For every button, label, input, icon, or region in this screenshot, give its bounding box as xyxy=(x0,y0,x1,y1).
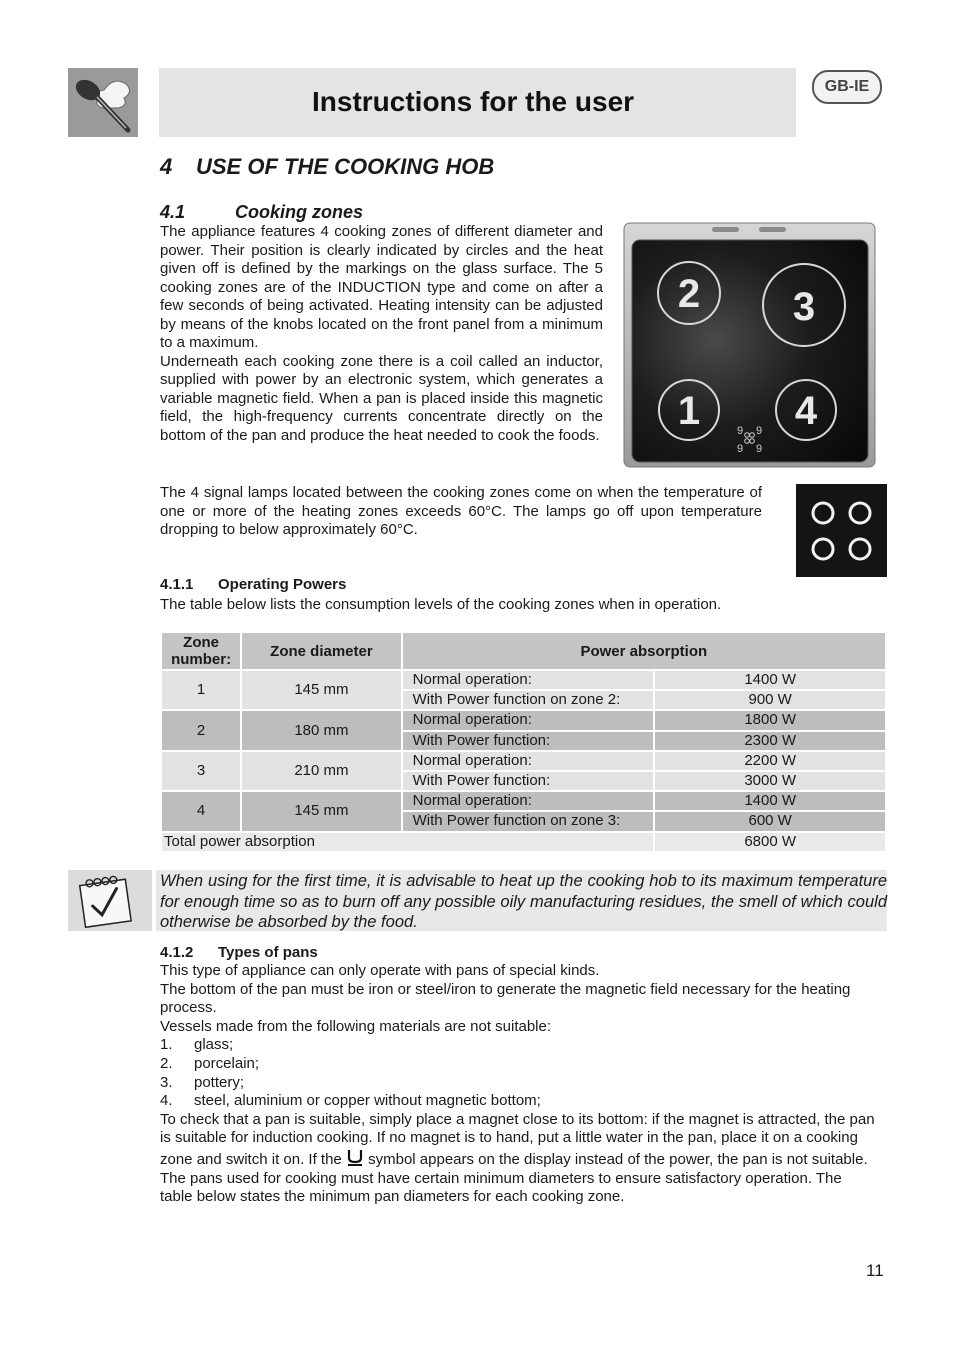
power-cell: 2300 W xyxy=(655,732,885,750)
section-number: 4 xyxy=(160,154,173,179)
list-item xyxy=(160,1055,876,1074)
intro-paragraph-1: The appliance features 4 cooking zones of different diameter and power. Their position is clearly indicated by circles and the heat given off is defined by the markings on the glass surface. The 5 cooking zones are of the INDUCTION type and come on after a few seconds of being activated. Heating intensity can be adjusted by means of the knobs located on the front panel from a minimum to a maximum. xyxy=(160,223,603,351)
power-cell: 600 W xyxy=(655,812,885,830)
notepad-check-icon xyxy=(68,870,152,931)
list-item xyxy=(160,1036,876,1055)
spoon-chef-hat-icon xyxy=(68,68,138,137)
unsuitable-pan-icon xyxy=(346,1148,364,1166)
power-cell: 2200 W xyxy=(655,752,885,770)
pans-paragraph-4b: symbol appears on the display instead of the power, the pan is not suitable. xyxy=(368,1150,868,1168)
table-row xyxy=(162,752,885,770)
section-title-text: USE OF THE COOKING HOB xyxy=(196,154,495,179)
header-zone: Zone number: xyxy=(162,633,240,669)
cooking-zones-intro xyxy=(160,223,603,445)
pans-paragraph-4 xyxy=(160,1111,876,1170)
pans-paragraph-4a: To check that a pan is suitable, simply place a magnet close to its bottom: if the magnet is attracted, the pan is suitable for induction cooking. If no magnet is to hand, put a little water in the pan, place it on a cooking zone and switch it on. If the xyxy=(160,1110,875,1168)
display-digit: 9 xyxy=(756,443,763,455)
subsection-title xyxy=(160,202,363,223)
list-number: 1. xyxy=(160,1036,173,1054)
mode-cell: Normal operation: xyxy=(403,671,654,689)
section-title xyxy=(160,154,494,180)
zone-label: 1 xyxy=(677,389,701,433)
mode-cell: With Power function on zone 2: xyxy=(403,691,654,709)
intro-paragraph-2: Underneath each cooking zone there is a coil called an inductor, supplied with power by an electronic system, which generates a variable magnetic field. When a pan is placed inside this magnetic field, the high-frequency currents concentrate directly on the bottom of the pan and produce the heat needed to cook the foods. xyxy=(160,352,603,444)
header-power: Power absorption xyxy=(403,633,885,669)
pans-paragraph-1: This type of appliance can only operate with pans of special kinds. xyxy=(160,962,600,979)
table-row xyxy=(162,671,885,689)
signal-lamps-paragraph: The 4 signal lamps located between the cooking zones come on when the temperature of one or more of the heating zones exceeds 60°C. The lamps go off upon temperature dropping to below approximately 60°C. xyxy=(160,484,762,538)
list-text: steel, aluminium or copper without magnetic bottom; xyxy=(194,1092,541,1110)
language-badge: GB-IE xyxy=(812,70,882,104)
zone-diameter-cell: 145 mm xyxy=(242,671,400,709)
header-diameter: Zone diameter xyxy=(242,633,400,669)
chef-logo xyxy=(68,68,138,137)
table-header-row xyxy=(162,633,885,669)
mode-cell: With Power function on zone 3: xyxy=(403,812,654,830)
power-cell: 3000 W xyxy=(655,772,885,790)
power-table xyxy=(160,631,887,853)
pans-paragraph-3: Vessels made from the following materials are not suitable: xyxy=(160,1017,552,1035)
note-text: When using for the first time, it is advisable to heat up the cooking hob to its maximum temperature for enough time so as to burn off any possible oily manufacturing residues, the smell of which could otherwise be absorbed by the food. xyxy=(160,872,887,931)
power-cell: 1400 W xyxy=(655,671,885,689)
types-of-pans-body xyxy=(160,962,876,1207)
zone-label: 4 xyxy=(794,389,818,433)
list-number: 4. xyxy=(160,1092,173,1110)
zone-number-cell: 3 xyxy=(162,752,240,790)
zone-number-cell: 2 xyxy=(162,711,240,749)
signal-lamps-text xyxy=(160,484,762,540)
zone-number-cell: 4 xyxy=(162,792,240,830)
list-number: 2. xyxy=(160,1054,173,1072)
operating-powers-heading xyxy=(160,576,346,593)
list-number: 3. xyxy=(160,1073,173,1091)
pans-paragraph-2: The bottom of the pan must be iron or steel/iron to generate the magnetic field necessary for the heating process. xyxy=(160,980,851,1017)
power-cell: 1800 W xyxy=(655,711,885,729)
table-row xyxy=(162,792,885,810)
mode-cell: Normal operation: xyxy=(403,711,654,729)
list-item xyxy=(160,1092,876,1111)
subsub-title: Operating Powers xyxy=(218,576,347,593)
zone-number-cell: 1 xyxy=(162,671,240,709)
mode-cell: Normal operation: xyxy=(403,792,654,810)
list-text: porcelain; xyxy=(194,1054,260,1072)
zone-label: 3 xyxy=(792,285,816,329)
total-label: Total power absorption xyxy=(162,833,653,851)
subsub-title: Types of pans xyxy=(218,944,318,961)
zone-diameter-cell: 210 mm xyxy=(242,752,400,790)
display-digit: 9 xyxy=(756,425,763,437)
mode-cell: With Power function: xyxy=(403,772,654,790)
subsub-number: 4.1.1 xyxy=(160,576,194,593)
note-icon-box xyxy=(68,870,152,931)
zone-label: 2 xyxy=(677,272,701,316)
subsection-title-text: Cooking zones xyxy=(235,202,364,222)
signal-lamps-illustration xyxy=(796,484,887,577)
mode-cell: Normal operation: xyxy=(403,752,654,770)
display-digit: 9 xyxy=(737,425,744,437)
subsub-number: 4.1.2 xyxy=(160,944,194,961)
list-item xyxy=(160,1074,876,1093)
subsection-number: 4.1 xyxy=(160,202,186,222)
operating-powers-intro: The table below lists the consumption levels of the cooking zones when in operation. xyxy=(160,596,722,613)
page-number: 11 xyxy=(866,1261,884,1280)
display-digit: 9 xyxy=(737,443,744,455)
types-of-pans-heading xyxy=(160,944,318,961)
zone-diameter-cell: 145 mm xyxy=(242,792,400,830)
table-row xyxy=(162,711,885,729)
power-cell: 1400 W xyxy=(655,792,885,810)
induction-hob-illustration xyxy=(623,222,876,468)
mode-cell: With Power function: xyxy=(403,732,654,750)
pans-paragraph-5: The pans used for cooking must have certain minimum diameters to ensure satisfactory operation. The table below states the minimum pan diameters for each cooking zone. xyxy=(160,1169,842,1206)
power-cell: 900 W xyxy=(655,691,885,709)
list-text: pottery; xyxy=(194,1073,245,1091)
total-value: 6800 W xyxy=(655,833,885,851)
page-header-title: Instructions for the user xyxy=(312,86,635,117)
total-row xyxy=(162,833,885,851)
zone-diameter-cell: 180 mm xyxy=(242,711,400,749)
list-text: glass; xyxy=(194,1036,234,1054)
